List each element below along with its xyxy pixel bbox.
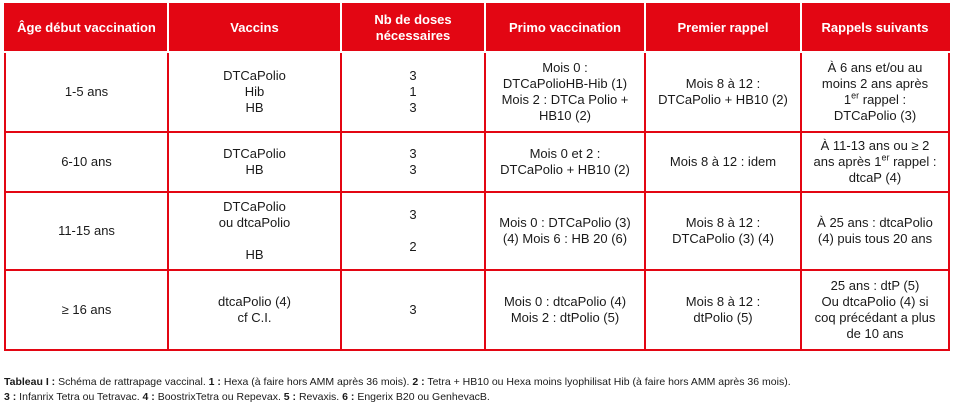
vaccine-line: DTCaPolio bbox=[223, 68, 286, 83]
cell-primo bbox=[485, 52, 645, 132]
suivants-line bbox=[806, 154, 944, 170]
dose-line: 3 bbox=[409, 302, 417, 317]
cell-doses bbox=[341, 270, 485, 350]
table-row bbox=[5, 132, 949, 192]
primo-line: Mois 2 : dtPolio (5) bbox=[510, 310, 620, 325]
cell-vaccins bbox=[168, 52, 341, 132]
vaccine-line: ou dtcaPolio bbox=[218, 215, 291, 230]
cell-doses bbox=[341, 52, 485, 132]
vaccine-line: Hib bbox=[244, 84, 265, 99]
premier-line: dtPolio (5) bbox=[693, 310, 753, 325]
suivants-line: À 25 ans : dtcaPolio bbox=[817, 215, 933, 230]
header-rappels-suivants: Rappels suivants bbox=[801, 4, 949, 52]
cell-vaccins bbox=[168, 132, 341, 192]
spacer bbox=[346, 223, 480, 239]
vaccine-line: HB bbox=[245, 162, 264, 177]
ordinal-suffix: er bbox=[851, 90, 860, 101]
cell-doses bbox=[341, 192, 485, 270]
cell-age: 11-15 ans bbox=[5, 192, 168, 270]
cell-age: 1-5 ans bbox=[5, 52, 168, 132]
ordinal-rest: rappel : bbox=[859, 92, 907, 107]
footnote-number: 2 : bbox=[412, 376, 425, 388]
vaccine-line: HB bbox=[245, 100, 264, 115]
suivants-line: (4) puis tous 20 ans bbox=[817, 231, 933, 246]
cell-rappels-suivants bbox=[801, 132, 949, 192]
primo-line: (4) Mois 6 : HB 20 (6) bbox=[502, 231, 628, 246]
primo-line: HB10 (2) bbox=[538, 108, 592, 123]
dose-line: 2 bbox=[409, 239, 417, 254]
vaccine-line: cf C.I. bbox=[237, 310, 272, 325]
primo-line: DTCaPolioHB-Hib (1) bbox=[502, 76, 628, 91]
header-vaccins: Vaccins bbox=[168, 4, 341, 52]
footnote-text: Tetra + HB10 ou Hexa moins lyophilisat Hib (à faire hors AMM après 36 mois). bbox=[424, 376, 791, 388]
footnote-number: 6 : bbox=[342, 391, 355, 403]
cell-vaccins bbox=[168, 192, 341, 270]
catch-up-vaccination-table bbox=[4, 3, 950, 351]
header-doses: Nb de doses nécessaires bbox=[341, 4, 485, 52]
cell-premier-rappel bbox=[645, 192, 801, 270]
header-premier-rappel: Premier rappel bbox=[645, 4, 801, 52]
footnote-text: Infanrix Tetra ou Tetravac. bbox=[16, 391, 143, 403]
cell-premier-rappel bbox=[645, 270, 801, 350]
ordinal-rest: rappel : bbox=[889, 154, 937, 169]
suivants-line: Ou dtcaPolio (4) si bbox=[821, 294, 929, 309]
premier-line: Mois 8 à 12 : idem bbox=[669, 154, 777, 169]
suivants-line: moins 2 ans après bbox=[821, 76, 929, 91]
vaccination-table-wrapper bbox=[4, 3, 948, 351]
suivants-line: DTCaPolio (3) bbox=[833, 108, 917, 123]
cell-age: ≥ 16 ans bbox=[5, 270, 168, 350]
caption-label: Tableau I : bbox=[4, 376, 56, 388]
ordinal-suffix: er bbox=[881, 152, 890, 163]
dose-line: 3 bbox=[409, 68, 417, 83]
cell-rappels-suivants bbox=[801, 192, 949, 270]
ordinal-number: ans après 1 bbox=[813, 154, 882, 169]
suivants-line: coq précédant a plus bbox=[814, 310, 936, 325]
suivants-line: À 11-13 ans ou ≥ 2 bbox=[820, 138, 930, 153]
vaccine-line: DTCaPolio bbox=[223, 199, 286, 214]
primo-line: Mois 0 et 2 : bbox=[529, 146, 601, 161]
footnote-text: BoostrixTetra ou Repevax. bbox=[154, 391, 284, 403]
cell-rappels-suivants bbox=[801, 270, 949, 350]
premier-line: Mois 8 à 12 : bbox=[685, 76, 761, 91]
primo-line: Mois 0 : bbox=[542, 60, 588, 75]
cell-vaccins bbox=[168, 270, 341, 350]
caption-text: Schéma de rattrapage vaccinal. bbox=[55, 376, 209, 388]
table-caption bbox=[4, 375, 948, 405]
primo-line: DTCaPolio + HB10 (2) bbox=[500, 162, 630, 177]
spacer bbox=[173, 231, 336, 247]
dose-line: 3 bbox=[409, 146, 417, 161]
header-age: Âge début vaccination bbox=[5, 4, 168, 52]
dose-line: 1 bbox=[409, 84, 417, 99]
premier-line: Mois 8 à 12 : bbox=[685, 215, 761, 230]
dose-line: 3 bbox=[409, 162, 417, 177]
suivants-line bbox=[806, 92, 944, 108]
cell-doses bbox=[341, 132, 485, 192]
primo-line: Mois 2 : DTCa Polio + bbox=[501, 92, 629, 107]
ordinal-number: 1 bbox=[843, 92, 852, 107]
suivants-line: dtcaP (4) bbox=[848, 170, 902, 185]
caption-line-2 bbox=[4, 390, 948, 405]
footnote-number: 4 : bbox=[142, 391, 155, 403]
footnote-number: 5 : bbox=[283, 391, 297, 403]
footnote-number: 1 : bbox=[208, 376, 221, 388]
table-header-row bbox=[5, 4, 949, 52]
primo-line: Mois 0 : dtcaPolio (4) bbox=[503, 294, 627, 309]
caption-line-1 bbox=[4, 375, 948, 390]
suivants-line: de 10 ans bbox=[846, 326, 904, 341]
footnote-number: 3 : bbox=[4, 391, 17, 403]
cell-primo bbox=[485, 270, 645, 350]
footnote-text: Hexa (à faire hors AMM après 36 mois). bbox=[220, 376, 413, 388]
header-primo: Primo vaccination bbox=[485, 4, 645, 52]
cell-premier-rappel bbox=[645, 132, 801, 192]
cell-rappels-suivants bbox=[801, 52, 949, 132]
premier-line: DTCaPolio + HB10 (2) bbox=[658, 92, 788, 107]
premier-line: DTCaPolio (3) (4) bbox=[672, 231, 774, 246]
vaccine-line: HB bbox=[245, 247, 264, 262]
table-row bbox=[5, 192, 949, 270]
cell-primo bbox=[485, 132, 645, 192]
suivants-line: À 6 ans et/ou au bbox=[827, 60, 923, 75]
vaccine-line: DTCaPolio bbox=[223, 146, 286, 161]
vaccine-line: dtcaPolio (4) bbox=[218, 294, 291, 309]
cell-primo bbox=[485, 192, 645, 270]
dose-line: 3 bbox=[409, 100, 417, 115]
footnote-text: Revaxis. bbox=[296, 391, 343, 403]
table-row bbox=[5, 270, 949, 350]
footnote-text: Engerix B20 ou GenhevacB. bbox=[354, 391, 490, 403]
table-row bbox=[5, 52, 949, 132]
premier-line: Mois 8 à 12 : bbox=[685, 294, 761, 309]
cell-age: 6-10 ans bbox=[5, 132, 168, 192]
suivants-line: 25 ans : dtP (5) bbox=[830, 278, 920, 293]
dose-line: 3 bbox=[409, 207, 417, 222]
cell-premier-rappel bbox=[645, 52, 801, 132]
primo-line: Mois 0 : DTCaPolio (3) bbox=[499, 215, 631, 230]
